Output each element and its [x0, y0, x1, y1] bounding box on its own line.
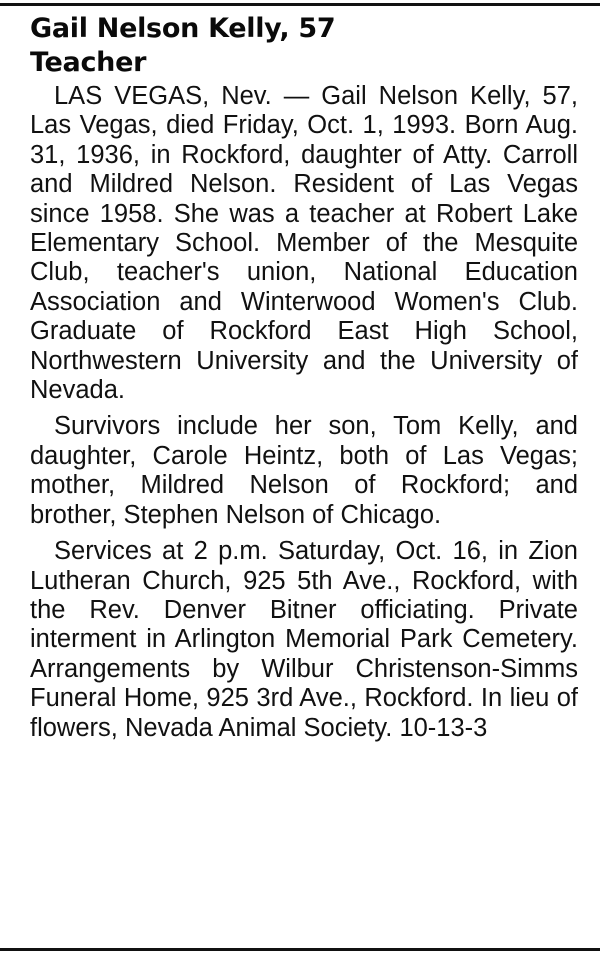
top-rule — [0, 3, 600, 6]
headline — [30, 12, 578, 80]
obituary-body — [30, 82, 578, 743]
paragraph-survivors: Survivors include her son, Tom Kelly, and daughter, Carole Heintz, both of Las Vegas; mother, Mildred Nelson of Rockford; and brother, Stephen Nelson of Chicago. — [30, 412, 578, 529]
headline-occupation: Teacher — [30, 47, 147, 78]
paragraph-services: Services at 2 p.m. Saturday, Oct. 16, in Zion Lutheran Church, 925 5th Ave., Rockford, with the Rev. Denver Bitner officiating. Private interment in Arlington Memorial Park Cemetery. Arrangements by Wilbur Christenson-Simms Funeral Home, 925 3rd Ave., Rockford. In lieu of flowers, Nevada Animal Society. 10-13-3 — [30, 537, 578, 742]
bottom-rule — [0, 948, 600, 951]
headline-name: Gail Nelson Kelly, 57 — [30, 13, 336, 44]
obituary-clipping — [30, 12, 578, 750]
paragraph-biography: LAS VEGAS, Nev. — Gail Nelson Kelly, 57, Las Vegas, died Friday, Oct. 1, 1993. Born Aug. 31, 1936, in Rockford, daughter of Atty. Carroll and Mildred Nelson. Resident of Las Vegas since 1958. She was a teacher at Robert Lake Elementary School. Member of the Mesquite Club, teacher's union, National Education Association and Winterwood Women's Club. Graduate of Rockford East High School, Northwestern University and the University of Nevada. — [30, 82, 578, 405]
